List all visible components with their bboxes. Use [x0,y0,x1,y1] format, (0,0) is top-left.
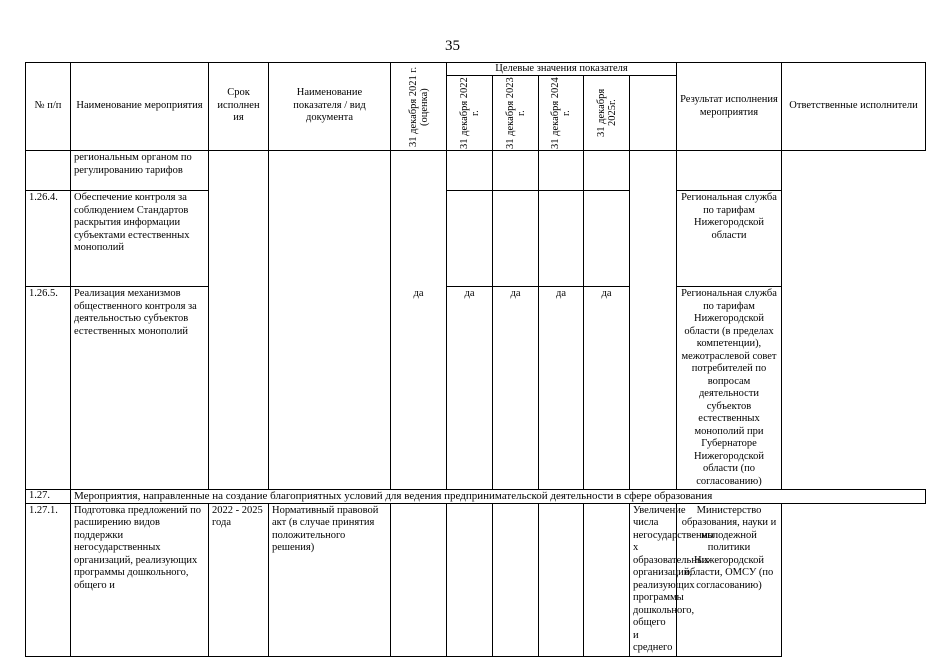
cell-name: региональным органом по регулированию тарифов [71,151,209,191]
table-row [26,151,926,191]
header-2025: 31 декабря 2025г. [584,76,630,151]
cell-2023 [493,503,539,656]
cell-num: 1.26.5. [26,287,71,490]
cell-name: Обеспечение контроля за соблюдением Стандартов раскрытия информации субъектами естественных монополий [71,191,209,287]
cell-num [26,151,71,191]
cell-num: 1.27. [26,490,71,504]
cell-2021 [391,191,447,287]
header-target-group: Целевые значения показателя [447,63,677,76]
cell-term [209,151,269,490]
header-responsible: Ответственные исполнители [782,63,926,151]
section-title: Мероприятия, направленные на создание благоприятных условий для ведения предпринимательской деятельности в сфере образования [71,490,926,504]
header-term: Срок исполнен ия [209,63,269,151]
header-2024: 31 декабря 2024 г. [539,76,584,151]
table-row [26,191,926,287]
cell-2024 [539,191,584,287]
cell-2025 [584,151,630,191]
cell-indicator [269,151,391,490]
cell-2023: да [493,287,539,490]
cell-2022 [447,191,493,287]
cell-2024: да [539,287,584,490]
cell-2025 [584,503,630,656]
header-indicator: Наименование показателя / вид документа [269,63,391,151]
cell-2021 [391,151,447,191]
cell-2025: да [584,287,630,490]
cell-2025 [584,191,630,287]
cell-responsible: Региональная служба по тарифам Нижегородской области (в пределах компетенции), межотраслевой совет потребителей по вопросам деятельности субъектов естественных монополий при Губернаторе Нижегородской области (по согласованию) [677,287,782,490]
cell-num: 1.27.1. [26,503,71,656]
header-name: Наименование мероприятия [71,63,209,151]
cell-2021: да [391,287,447,490]
cell-2024 [539,503,584,656]
cell-2022 [447,503,493,656]
header-num: № п/п [26,63,71,151]
header-result: Результат исполнения мероприятия [677,63,782,151]
cell-result [630,151,677,490]
page-number: 35 [445,38,460,54]
cell-2022: да [447,287,493,490]
cell-2021 [391,503,447,656]
cell-name: Реализация механизмов общественного контроля за деятельностью субъектов естественных монополий [71,287,209,490]
cell-indicator: Нормативный правовой акт (в случае принятия положительного решения) [269,503,391,656]
cell-responsible: Министерство образования, науки и молодежной политики Нижегородской области, ОМСУ (по согласованию) [677,503,782,656]
cell-name: Подготовка предложений по расширению видов поддержки негосударственных организаций, реализующих программы дошкольного, общего и [71,503,209,656]
cell-2024 [539,151,584,191]
header-base-year: 31 декабря 2021 г. (оценка) [391,63,447,151]
table-row [26,503,926,656]
measures-table [25,62,926,657]
cell-num: 1.26.4. [26,191,71,287]
header-2023: 31 декабря 2023 г. [493,76,539,151]
cell-term: 2022 - 2025 года [209,503,269,656]
header-2022: 31 декабря 2022 г. [447,76,493,151]
cell-2023 [493,151,539,191]
cell-2022 [447,151,493,191]
cell-result: Увеличение числа негосударственны х образовательных организаций, реализующих программы дошкольного, общего и среднего [630,503,677,656]
header-row-1 [26,63,926,76]
cell-responsible: Региональная служба по тарифам Нижегородской области [677,191,782,287]
section-row [26,490,926,504]
cell-2023 [493,191,539,287]
cell-responsible [677,151,782,191]
table-row [26,287,926,490]
